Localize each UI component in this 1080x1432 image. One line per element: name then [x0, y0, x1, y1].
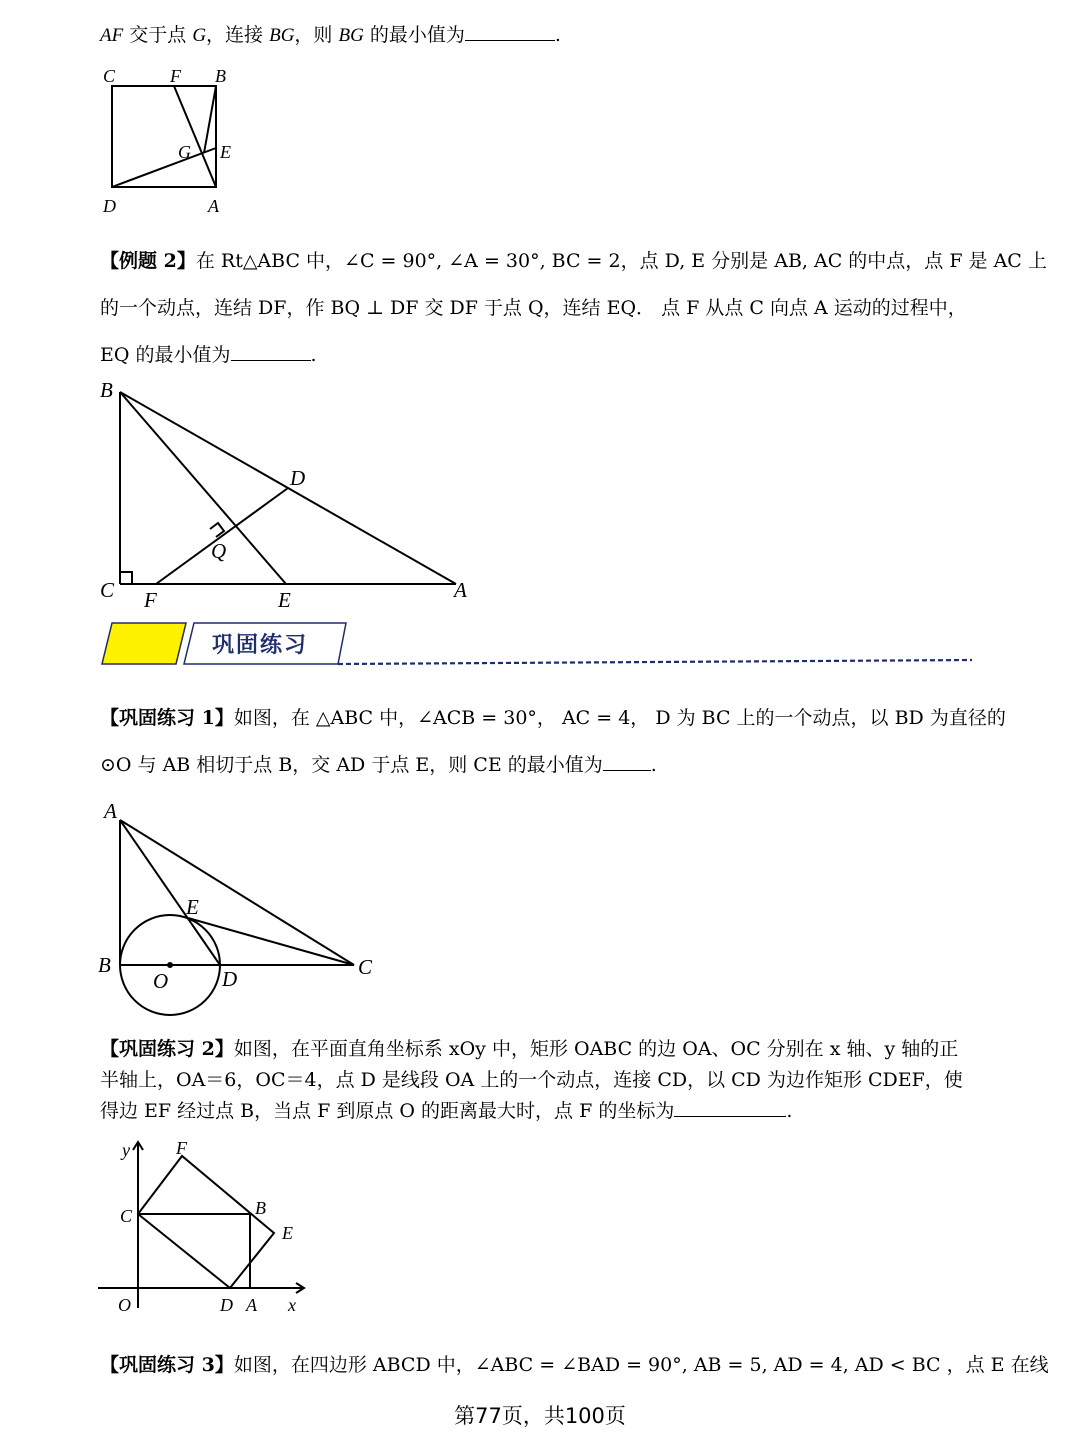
label-E: E: [186, 895, 199, 919]
label-B: B: [255, 1198, 266, 1218]
figure-square: [100, 62, 300, 222]
label-O: O: [153, 969, 169, 993]
label-D: D: [220, 1295, 233, 1315]
figure-coordinate: [98, 1136, 328, 1336]
label-O: O: [118, 1295, 131, 1315]
practice2-line3: 得边 EF 经过点 B，当点 F 到原点 O 的距离最大时，点 F 的坐标为 .: [100, 1100, 793, 1122]
practice1-line1: 【巩固练习 1】如图，在 △ABC 中，∠ACB = 30°， AC = 4， D 为 BC 上的一个动点，以 BD 为直径的: [100, 707, 1006, 729]
label-E: E: [220, 142, 231, 162]
label-A: A: [104, 799, 117, 823]
label-B: B: [215, 66, 226, 86]
label-C: C: [358, 955, 373, 979]
label-E: E: [282, 1223, 293, 1243]
label-x: x: [288, 1295, 296, 1315]
practice1-line2: ⊙O 与 AB 相切于点 B，交 AD 于点 E，则 CE 的最小值为 .: [100, 754, 657, 776]
practice2-line2: 半轴上，OA＝6，OC＝4，点 D 是线段 OA 上的一个动点，连接 CD，以 CD 为边作矩形 CDEF，使: [100, 1069, 963, 1091]
label-B: B: [98, 953, 111, 977]
answer-blank: [231, 346, 311, 361]
label-C: C: [120, 1206, 133, 1226]
label-D: D: [290, 466, 306, 490]
example2-line2: 的一个动点，连结 DF，作 BQ ⊥ DF 交 DF 于点 Q，连结 EQ． 点 F 从点 C 向点 A 运动的过程中，: [100, 297, 967, 319]
top-line: AF 交于点 G，连接 BG，则 BG 的最小值为 .: [100, 24, 561, 46]
section-title: 巩固练习: [212, 633, 309, 658]
example2-line3: EQ 的最小值为 .: [100, 344, 317, 366]
label-F: F: [144, 588, 157, 612]
label-B: B: [100, 378, 113, 402]
label-C: C: [103, 66, 116, 86]
label-y: y: [122, 1140, 130, 1160]
label-D: D: [103, 196, 116, 216]
label-A: A: [246, 1295, 257, 1315]
practice2-line1: 【巩固练习 2】如图，在平面直角坐标系 xOy 中，矩形 OABC 的边 OA、OC 分别在 x 轴、y 轴的正: [100, 1038, 959, 1060]
answer-blank: [674, 1102, 786, 1117]
label-Q: Q: [211, 539, 227, 563]
label-A: A: [208, 196, 219, 216]
page-footer: 第77页，共100页: [454, 1404, 626, 1428]
label-F: F: [176, 1138, 187, 1158]
label-E: E: [278, 588, 291, 612]
label-F: F: [170, 66, 181, 86]
figure-circle: [96, 798, 396, 1018]
label-D: D: [222, 967, 238, 991]
label-G: G: [178, 142, 191, 162]
answer-blank: [603, 756, 651, 771]
answer-blank: [465, 26, 555, 41]
figure-triangle-bqd: [98, 375, 498, 615]
practice3-line1: 【巩固练习 3】如图，在四边形 ABCD 中，∠ABC = ∠BAD = 90°, AB = 5, AD = 4, AD < BC ，点 E 在线: [100, 1354, 1049, 1376]
example2-line1: 【例题 2】在 Rt△ABC 中，∠C = 90°, ∠A = 30°, BC = 2，点 D, E 分别是 AB, AC 的中点，点 F 是 AC 上: [100, 250, 1047, 272]
label-C: C: [100, 578, 115, 602]
label-A: A: [454, 578, 467, 602]
